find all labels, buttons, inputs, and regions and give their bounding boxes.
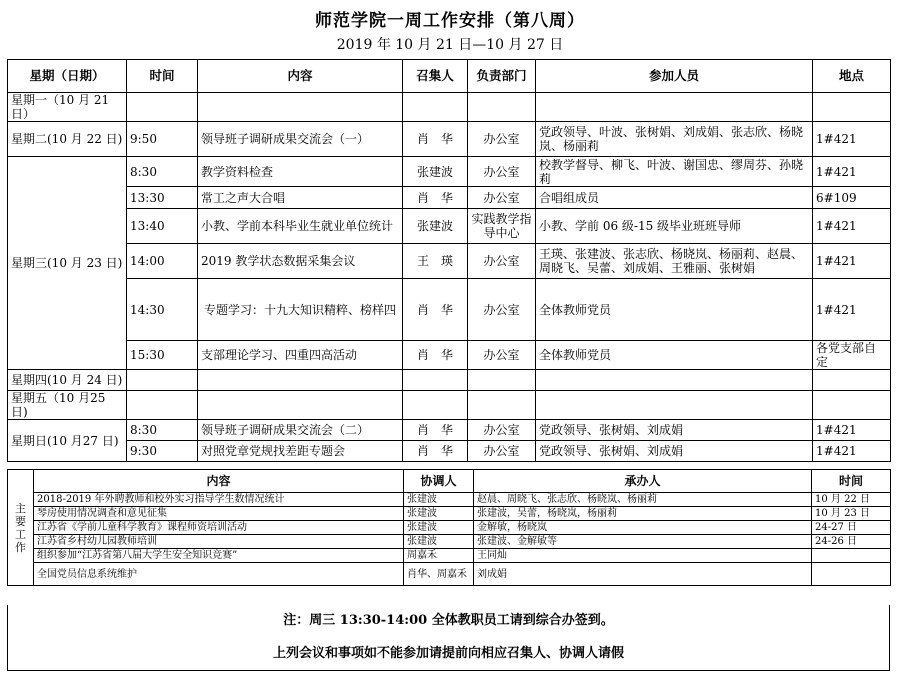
tasks-header-time: 时间: [812, 470, 891, 493]
task-time: [812, 549, 891, 563]
dept-cell: 办公室: [468, 122, 536, 157]
convener-cell: 肖 华: [403, 441, 468, 462]
task-handler: 金解敏，杨晓岚: [474, 521, 812, 535]
content-cell: 支部理论学习、四重四高活动: [198, 341, 403, 370]
convener-cell: 肖 华: [403, 187, 468, 209]
dept-cell: 办公室: [468, 244, 536, 279]
participants-cell: 党政领导、张树娟、刘成娟: [536, 441, 813, 462]
time-cell: 15:30: [127, 341, 198, 370]
task-handler: 刘成娟: [474, 563, 812, 586]
participants-cell: 全体教师党员: [536, 279, 813, 341]
content-cell: 领导班子调研成果交流会（二）: [198, 420, 403, 441]
page-title: 师范学院一周工作安排（第八周）: [315, 11, 585, 31]
convener-cell: 王 瑛: [403, 244, 468, 279]
tasks-side-label: 主要工作: [8, 470, 34, 586]
task-row: [8, 535, 891, 549]
place-cell: 6#109: [813, 187, 891, 209]
participants-cell: 小教、学前 06 级-15 级毕业班班导师: [536, 209, 813, 244]
task-content: 组织参加“江苏省第八届大学生安全知识竞赛”: [34, 549, 404, 563]
task-coordinator: 肖华、周嘉禾: [404, 563, 474, 586]
convener-cell: 肖 华: [403, 279, 468, 341]
table-row: [8, 122, 891, 157]
header-participants: 参加人员: [536, 60, 813, 93]
place-cell: 各党支部自定: [813, 341, 891, 370]
place-cell: 1#421: [813, 157, 891, 187]
content-cell: 常工之声大合唱: [198, 187, 403, 209]
participants-cell: 党政领导、张树娟、刘成娟: [536, 420, 813, 441]
convener-cell: 肖 华: [403, 420, 468, 441]
task-time: 24-26 日: [812, 535, 891, 549]
header-time: 时间: [127, 60, 198, 93]
time-cell: 9:30: [127, 441, 198, 462]
content-cell: 领导班子调研成果交流会（一）: [198, 122, 403, 157]
header-day: 星期（日期）: [8, 60, 127, 93]
task-content: 全国党员信息系统维护: [34, 563, 404, 586]
day-cell: 星期日(10 月27 日): [8, 420, 127, 462]
participants-cell: 全体教师党员: [536, 341, 813, 370]
task-content: 琴房使用情况调查和意见征集: [34, 507, 404, 521]
tasks-header-handler: 承办人: [474, 470, 812, 493]
table-row: [8, 279, 891, 341]
task-time: [812, 563, 891, 586]
task-time: 10 月 22 日: [812, 493, 891, 507]
table-row: [8, 420, 891, 441]
page-subtitle: 2019 年 10 月 21 日—10 月 27 日: [336, 37, 564, 53]
day-cell: 星期四(10 月 24 日): [8, 370, 127, 391]
note-signin: 注：周三 13:30-14:00 全体教职员工请到综合办签到。: [283, 613, 614, 628]
table-row: [8, 244, 891, 279]
table-row: [8, 187, 891, 209]
day-cell: 星期三(10 月 23 日): [8, 157, 127, 370]
notes-box: [7, 605, 890, 671]
time-cell: 8:30: [127, 157, 198, 187]
task-row: [8, 563, 891, 586]
task-time: 24-27 日: [812, 521, 891, 535]
time-cell: 13:30: [127, 187, 198, 209]
task-coordinator: 张建波: [404, 493, 474, 507]
tasks-header-content: 内容: [34, 470, 404, 493]
task-handler: 张建波、金解敏等: [474, 535, 812, 549]
task-coordinator: 张建波: [404, 507, 474, 521]
table-row: [8, 370, 891, 391]
time-cell: 13:40: [127, 209, 198, 244]
task-coordinator: 张建波: [404, 535, 474, 549]
table-row: [8, 209, 891, 244]
tasks-header-coordinator: 协调人: [404, 470, 474, 493]
task-time: 10 月 23 日: [812, 507, 891, 521]
content-cell: 教学资料检查: [198, 157, 403, 187]
header-place: 地点: [813, 60, 891, 93]
place-cell: 1#421: [813, 122, 891, 157]
content-cell: 专题学习：十九大知识精粹、榜样四: [198, 279, 403, 341]
dept-cell: 办公室: [468, 341, 536, 370]
note-leave: 上列会议和事项如不能参加请提前向相应召集人、协调人请假: [272, 646, 624, 661]
table-header-row: [8, 60, 891, 93]
task-row: [8, 507, 891, 521]
dept-cell: 办公室: [468, 279, 536, 341]
time-cell: 8:30: [127, 420, 198, 441]
place-cell: 1#421: [813, 244, 891, 279]
participants-cell: 党政领导、叶波、张树娟、刘成娟、张志欣、杨晓岚、杨丽莉: [536, 122, 813, 157]
participants-cell: 校教学督导、柳飞、叶波、谢国忠、缪周芬、孙晓莉: [536, 157, 813, 187]
dept-cell: 办公室: [468, 441, 536, 462]
task-content: 江苏省乡村幼儿园教师培训: [34, 535, 404, 549]
place-cell: 1#421: [813, 441, 891, 462]
task-row: [8, 549, 891, 563]
task-row: [8, 521, 891, 535]
dept-cell: 办公室: [468, 420, 536, 441]
task-coordinator: 张建波: [404, 521, 474, 535]
convener-cell: 张建波: [403, 209, 468, 244]
content-cell: 小教、学前本科毕业生就业单位统计: [198, 209, 403, 244]
convener-cell: 肖 华: [403, 122, 468, 157]
header-dept: 负责部门: [468, 60, 536, 93]
task-handler: 张建波，吴蕾，杨晓岚，杨丽莉: [474, 507, 812, 521]
task-content: 2018-2019 年外聘教师和校外实习指导学生数情况统计: [34, 493, 404, 507]
table-row: [8, 391, 891, 420]
task-coordinator: 周嘉禾: [404, 549, 474, 563]
content-cell: 2019 教学状态数据采集会议: [198, 244, 403, 279]
dept-cell: 办公室: [468, 187, 536, 209]
task-row: [8, 493, 891, 507]
header-convener: 召集人: [403, 60, 468, 93]
time-cell: 9:50: [127, 122, 198, 157]
schedule-table: [7, 59, 891, 462]
place-cell: 1#421: [813, 209, 891, 244]
day-cell: 星期五（10 月25 日): [8, 391, 127, 420]
tasks-header-row: [8, 470, 891, 493]
day-cell: 星期一（10 月 21 日）: [8, 93, 127, 122]
convener-cell: 肖 华: [403, 341, 468, 370]
header-content: 内容: [198, 60, 403, 93]
tasks-table: [7, 469, 891, 586]
time-cell: 14:00: [127, 244, 198, 279]
table-row: [8, 157, 891, 187]
participants-cell: 王瑛、张建波、张志欣、杨晓岚、杨丽莉、赵晨、周晓飞、吴蕾、刘成娟、王雅丽、张树娟: [536, 244, 813, 279]
table-row: [8, 441, 891, 462]
place-cell: 1#421: [813, 420, 891, 441]
task-handler: 王同灿: [474, 549, 812, 563]
day-cell: 星期二(10 月 22 日): [8, 122, 127, 157]
convener-cell: 张建波: [403, 157, 468, 187]
participants-cell: 合唱组成员: [536, 187, 813, 209]
table-row: [8, 341, 891, 370]
place-cell: 1#421: [813, 279, 891, 341]
content-cell: 对照党章党规找差距专题会: [198, 441, 403, 462]
dept-cell: 实践教学指导中心: [468, 209, 536, 244]
table-row: [8, 93, 891, 122]
time-cell: 14:30: [127, 279, 198, 341]
dept-cell: 办公室: [468, 157, 536, 187]
task-content: 江苏省《学前儿童科学教育》课程师资培训活动: [34, 521, 404, 535]
task-handler: 赵晨、周晓飞、张志欣、杨晓岚、杨丽莉: [474, 493, 812, 507]
